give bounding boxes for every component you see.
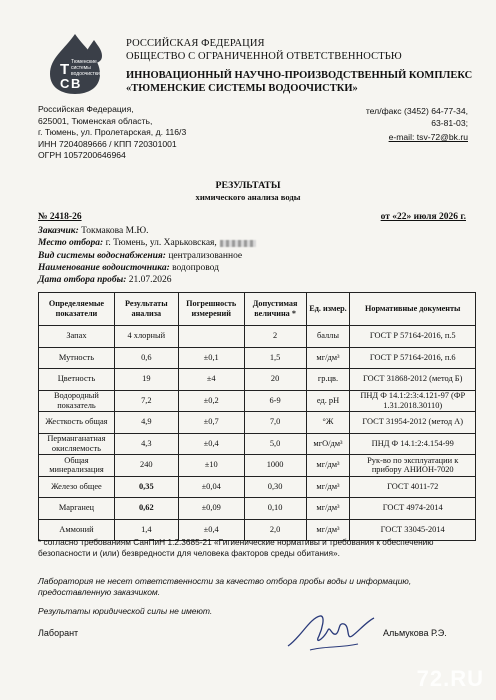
table-cell: Железо общее <box>39 476 115 498</box>
handwritten-signature <box>280 608 380 656</box>
email-link[interactable]: e-mail: tsv-72@bk.ru <box>388 132 468 143</box>
column-header: Ед. измер. <box>306 293 350 326</box>
table-cell: мг/дм³ <box>306 519 350 541</box>
table-cell: 2 <box>244 326 306 348</box>
table-cell <box>178 326 244 348</box>
table-cell: ГОСТ 33045-2014 <box>350 519 476 541</box>
doc-subtitle: химического анализа воды <box>195 192 301 202</box>
phone-line: 63-81-03; <box>431 117 468 128</box>
address-line: Российская Федерация, <box>38 104 134 114</box>
table-row <box>39 498 476 520</box>
org-header <box>126 37 402 63</box>
doc-title: РЕЗУЛЬТАТЫ <box>215 180 281 191</box>
table-cell: Цветность <box>39 369 115 391</box>
table-cell: ±0,1 <box>178 347 244 369</box>
table-cell: Водородный показатель <box>39 390 115 412</box>
validity-note: Результаты юридической силы не имеют. <box>38 606 213 616</box>
table-cell: ±0,09 <box>178 498 244 520</box>
table-cell: Аммоний <box>39 519 115 541</box>
table-cell: ±4 <box>178 369 244 391</box>
table-cell: ±0,4 <box>178 519 244 541</box>
footnote: * согласно требованиям СанПиН 1.2.3685-21 «Гигиенические нормативы и требования к обеспечению безопасности и (или) безвредности для человека факторов среды обитания». <box>38 537 434 558</box>
table-row <box>39 369 476 391</box>
org-name-line2: «ТЮМЕНСКИЕ СИСТЕМЫ ВОДООЧИСТКИ» <box>126 83 358 94</box>
column-header: Определяемые показатели <box>39 293 115 326</box>
signer-name: Альмукова Р.Э. <box>383 628 447 638</box>
org-name <box>126 69 472 95</box>
field-customer <box>38 225 256 237</box>
table-cell: ГОСТ Р 57164-2016, п.6 <box>350 347 476 369</box>
table-cell: Жесткость общая <box>39 412 115 434</box>
org-address <box>38 104 186 162</box>
column-header: Нормативные документы <box>350 293 476 326</box>
field-label: Дата отбора пробы: <box>38 275 127 286</box>
field-label: Наименование водоисточника: <box>38 262 170 273</box>
table-cell: Общая минерализация <box>39 455 115 477</box>
address-line: ОГРН 1057200646964 <box>38 150 126 161</box>
table-cell: 4,9 <box>114 412 178 434</box>
field-value: Токмакова М.Ю. <box>78 226 149 236</box>
table-cell: ГОСТ 31868-2012 (метод Б) <box>350 369 476 391</box>
table-row <box>39 476 476 498</box>
table-cell: ГОСТ Р 57164-2016, п.5 <box>350 326 476 348</box>
table-cell: 0,10 <box>244 498 306 520</box>
table-cell: ±0,2 <box>178 390 244 412</box>
org-name-line1: ИННОВАЦИОННЫЙ НАУЧНО-ПРОИЗВОДСТВЕННЫЙ КОМПЛЕКС <box>126 70 473 81</box>
table-cell: Перманганатная окисляемость <box>39 433 115 455</box>
table-cell: Марганец <box>39 498 115 520</box>
lab-disclaimer: Лаборатория не несет ответственности за качество отбора пробы воды и информацию, предоставленную заказчиком. <box>38 576 412 597</box>
redacted-address <box>220 240 256 247</box>
table-body <box>39 326 476 541</box>
table-row <box>39 455 476 477</box>
svg-text:водоочистки: водоочистки <box>71 71 100 77</box>
table-cell: 20 <box>244 369 306 391</box>
table-cell: мг/дм³ <box>306 476 350 498</box>
table-cell: 7,2 <box>114 390 178 412</box>
svg-text:В: В <box>71 76 81 91</box>
order-fields <box>38 225 256 286</box>
table-cell: 240 <box>114 455 178 477</box>
table-row <box>39 326 476 348</box>
field-label: Место отбора: <box>38 238 104 249</box>
table-cell: 0,62 <box>114 498 178 520</box>
field-value: водопровод <box>169 262 219 273</box>
table-header-row <box>39 293 476 326</box>
field-value: 21.07.2026 <box>126 275 172 286</box>
column-header: Погрешность измерений <box>178 293 244 326</box>
table-cell: 0,35 <box>114 476 178 498</box>
table-cell: баллы <box>306 326 350 348</box>
table-cell: ±0,7 <box>178 412 244 434</box>
org-line1: РОССИЙСКАЯ ФЕДЕРАЦИЯ <box>126 38 265 49</box>
table-row <box>39 390 476 412</box>
table-cell: 7,0 <box>244 412 306 434</box>
field-value: централизованное <box>165 250 243 261</box>
table-cell: Рук-во по эксплуатации к прибору АНИОН-7020 <box>350 455 476 477</box>
table-cell: 5,0 <box>244 433 306 455</box>
table-cell: ПНД Ф 14.1:2:3:4.121-97 (ФР 1.31.2018.30110) <box>350 390 476 412</box>
table-row <box>39 412 476 434</box>
watermark-logo: 72.RU <box>416 666 484 691</box>
table-cell: ед. pH <box>306 390 350 412</box>
table-cell: 1000 <box>244 455 306 477</box>
table-cell: ГОСТ 4011-72 <box>350 476 476 498</box>
table-cell: 19 <box>114 369 178 391</box>
table-cell: мг/дм³ <box>306 347 350 369</box>
table-cell: ±10 <box>178 455 244 477</box>
table-cell: ±0,4 <box>178 433 244 455</box>
column-header: Допустимая величина * <box>244 293 306 326</box>
field-source <box>38 262 256 274</box>
company-logo <box>38 32 112 96</box>
svg-text:Т: Т <box>60 61 70 78</box>
svg-text:Тюменские: Тюменские <box>71 59 97 65</box>
field-sampling-place <box>38 237 256 249</box>
table-cell: мгО/дм³ <box>306 433 350 455</box>
results-table <box>38 292 476 541</box>
org-contacts <box>366 106 468 144</box>
svg-text:системы: системы <box>71 65 91 71</box>
table-cell: гр.цв. <box>306 369 350 391</box>
table-cell: 0,6 <box>114 347 178 369</box>
table-cell: 0,30 <box>244 476 306 498</box>
svg-text:С: С <box>60 76 70 91</box>
table-cell: 1,4 <box>114 519 178 541</box>
table-cell: ПНД Ф 14.1:2:4.154-99 <box>350 433 476 455</box>
table-row <box>39 433 476 455</box>
field-value: г. Тюмень, ул. Харьковская, <box>103 238 217 249</box>
signer-role: Лаборант <box>38 628 79 638</box>
table-cell: мг/дм³ <box>306 455 350 477</box>
table-cell: 4,3 <box>114 433 178 455</box>
table-cell: 6-9 <box>244 390 306 412</box>
table-cell: 1,5 <box>244 347 306 369</box>
address-line: 625001, Тюменская область, <box>38 115 153 126</box>
address-line: г. Тюмень, ул. Пролетарская, д. 116/3 <box>38 127 187 138</box>
phone-line: тел/факс (3452) 64-77-34, <box>365 106 468 116</box>
org-line2: ОБЩЕСТВО С ОГРАНИЧЕННОЙ ОТВЕТСТВЕННОСТЬЮ <box>126 51 402 62</box>
address-line: ИНН 7204089666 / КПП 720301001 <box>38 138 177 149</box>
table-cell: 4 хлорный <box>114 326 178 348</box>
table-cell: Мутность <box>39 347 115 369</box>
field-label: Заказчик: <box>38 226 79 236</box>
table-cell: ГОСТ 31954-2012 (метод А) <box>350 412 476 434</box>
table-cell: мг/дм³ <box>306 498 350 520</box>
field-system-type <box>38 250 256 262</box>
column-header: Результаты анализа <box>114 293 178 326</box>
table-cell: °Ж <box>306 412 350 434</box>
table-cell: ГОСТ 4974-2014 <box>350 498 476 520</box>
field-sampling-date <box>38 274 256 286</box>
table-cell: Запах <box>39 326 115 348</box>
table-row <box>39 347 476 369</box>
table-cell: ±0,04 <box>178 476 244 498</box>
field-label: Вид системы водоснабжения: <box>38 250 166 261</box>
doc-date: от «22» июля 2026 г. <box>380 212 466 222</box>
table-cell: 2,0 <box>244 519 306 541</box>
doc-number: № 2418-26 <box>38 212 82 222</box>
